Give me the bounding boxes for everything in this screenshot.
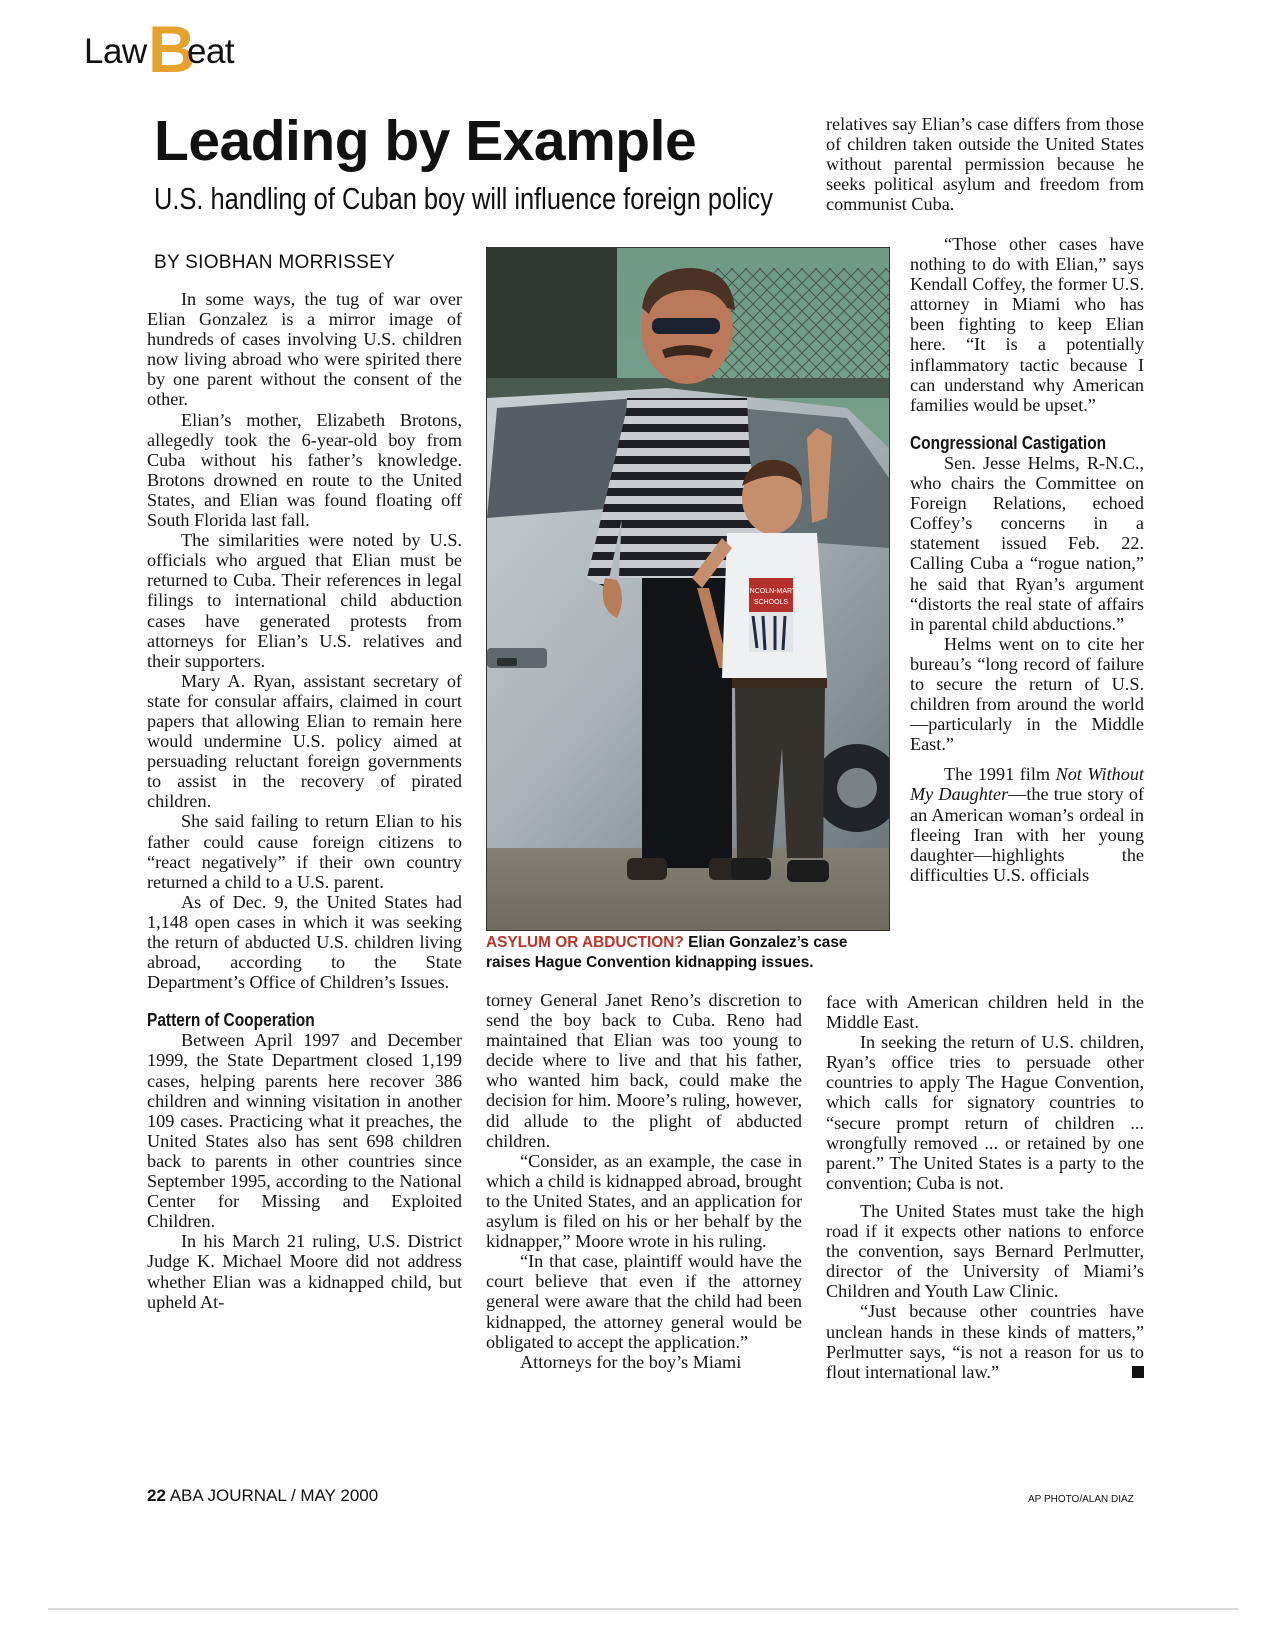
- paragraph: In his March 21 ruling, U.S. District Judge K. Michael Moore did not address whether Elian was a kidnapped child, but upheld At-: [147, 1231, 462, 1312]
- paragraph: Mary A. Ryan, assistant secretary of state for consular affairs, claimed in court papers that allowing Elian to remain here would undermine U.S. policy aimed at persuading reluctant foreign governments to assist in the recovery of pirated children.: [147, 670, 462, 812]
- paragraph: Between April 1997 and December 1999, the State Department closed 1,199 cases, helping parents here recover 386 children and winning visitation in another 109 cases. Practicing what it preaches, the United States also has sent 698 children back to parents in other countries since September 1995, according to the National Center for Missing and Exploited Children.: [147, 1030, 462, 1232]
- paragraph: face with American children held in the Middle East.: [826, 992, 1144, 1033]
- page-footer: [147, 1486, 378, 1506]
- paragraph: [826, 1301, 1144, 1381]
- photo-caption: [486, 933, 858, 973]
- film-text: —the true story of an American woman’s ordeal in fleeing Iran with her young daughter—highlights the difficulties U.S. officials: [910, 784, 1144, 885]
- deck: U.S. handling of Cuban boy will influence foreign policy: [154, 181, 773, 216]
- paragraph: The similarities were noted by U.S. officials who argued that Elian must be returned to Cuba. Their references in legal filings to international child abduction cases have generated protests from attorneys for Elian’s U.S. relatives and their supporters.: [147, 530, 462, 671]
- subhead: Pattern of Cooperation: [147, 1010, 315, 1031]
- shirt-text-line-2: SCHOOLS: [753, 599, 789, 606]
- column-3-top: [826, 114, 1144, 214]
- caption-lead: ASYLUM OR ABDUCTION?: [486, 934, 684, 951]
- column-1: [147, 289, 462, 1312]
- paragraph: “In that case, plaintiff would have the court believe that even if the attorney general were aware that the child had been kidnapped, the attorney general would be obligated to accept the application.”: [486, 1251, 802, 1352]
- byline: BY SIOBHAN MORRISSEY: [154, 252, 396, 273]
- photo-credit: AP PHOTO/ALAN DIAZ: [1028, 1494, 1134, 1505]
- logo-law: Law: [84, 32, 147, 71]
- paragraph: As of Dec. 9, the United States had 1,148 open cases in which it was seeking the return of abducted U.S. children living abroad, according to the State Department’s Office of Children’s Issues.: [147, 891, 462, 993]
- paragraph: “Consider, as an example, the case in which a child is kidnapped abroad, brought to the United States, and an application for asylum is filed on his or her behalf by the kidnapper,” Moore wrote in his ruling.: [486, 1150, 802, 1252]
- paragraph: “Those other cases have nothing to do with Elian,” says Kendall Coffey, the former U.S. attorney in Miami who has been fighting to keep Elian here. “It is a potentially inflammatory tactic because I can understand why American families would be upset.”: [910, 234, 1144, 415]
- paragraph: Sen. Jesse Helms, R-N.C., who chairs the Committee on Foreign Relations, echoed Coffey’s concerns in a statement issued Feb. 22. Calling Cuba a “rogue nation,” he said that Ryan’s argument “distorts the real state of affairs in parental child abductions.”: [910, 452, 1144, 634]
- page-edge: [48, 1608, 1238, 1610]
- subhead: Congressional Castigation: [910, 432, 1107, 453]
- paragraph: torney General Janet Reno’s discretion to send the boy back to Cuba. Reno had maintained that Elian was too young to decide where to live and that his father, who wanted him back, could make the decision for him. Moore’s ruling, however, did allude to the plight of abducted children.: [486, 990, 802, 1151]
- paragraph: Attorneys for the boy’s Miami: [520, 1351, 742, 1372]
- paragraph: Helms went on to cite her bureau’s “long record of failure to secure the return of U.S. children from around the world—particularly in the Middle East.”: [910, 633, 1144, 755]
- paragraph: relatives say Elian’s case differs from those of children taken outside the United States without parental permission because he seeks political asylum and freedom from communist Cuba.: [826, 114, 1144, 215]
- news-photo: [486, 247, 890, 931]
- photo-illustration: [487, 248, 889, 930]
- paragraph: She said failing to return Elian to his father could cause foreign citizens to “react negatively” if their own country returned a child to a U.S. parent.: [147, 811, 462, 892]
- paragraph: Elian’s mother, Elizabeth Brotons, allegedly took the 6-year-old boy from Cuba without his father’s knowledge. Brotons drowned en route to the United States, and Elian was found floating off South Florida last fall.: [147, 409, 462, 531]
- headline: Leading by Example: [154, 109, 697, 173]
- paragraph: In some ways, the tug of war over Elian Gonzalez is a mirror image of hundreds of cases involving U.S. children now living abroad who were spirited there by one parent without the consent of the other.: [147, 289, 462, 410]
- logo-eat: eat: [187, 32, 235, 71]
- logo-b: B: [148, 12, 196, 86]
- shirt-text-line-1: LINCOLN-MARTI: [743, 588, 799, 595]
- paragraph: In seeking the return of U.S. children, Ryan’s office tries to persuade other countries to apply The Hague Convention, which calls for signatory countries to “secure prompt return of children ... wrongfully removed ... or retained by one parent.” The United States is a party to the convention; Cuba is not.: [826, 1032, 1144, 1193]
- paragraph: The United States must take the high road if it expects other nations to enforce the convention, says Bernard Perlmutter, director of the University of Miami’s Children and Youth Law Clinic.: [826, 1200, 1144, 1302]
- column-3-wrap: [910, 234, 1144, 885]
- paragraph: [910, 764, 1144, 885]
- column-2: [486, 990, 802, 1372]
- page-number: 22: [147, 1486, 166, 1505]
- closing-quote: “Just because other countries have unclean hands in these kinds of matters,” Perlmutter says, “is not a reason for us to flout international law.”: [826, 1301, 1144, 1382]
- film-intro: The 1991 film: [944, 764, 1056, 785]
- column-3-bottom: [826, 992, 1144, 1382]
- film-title: Not Without My Daughter: [910, 764, 1144, 805]
- publication-info: ABA JOURNAL / MAY 2000: [165, 1486, 379, 1505]
- caption-text: Elian Gonzalez’s case raises Hague Convention kidnapping issues.: [486, 934, 848, 971]
- end-mark-icon: [1132, 1366, 1144, 1378]
